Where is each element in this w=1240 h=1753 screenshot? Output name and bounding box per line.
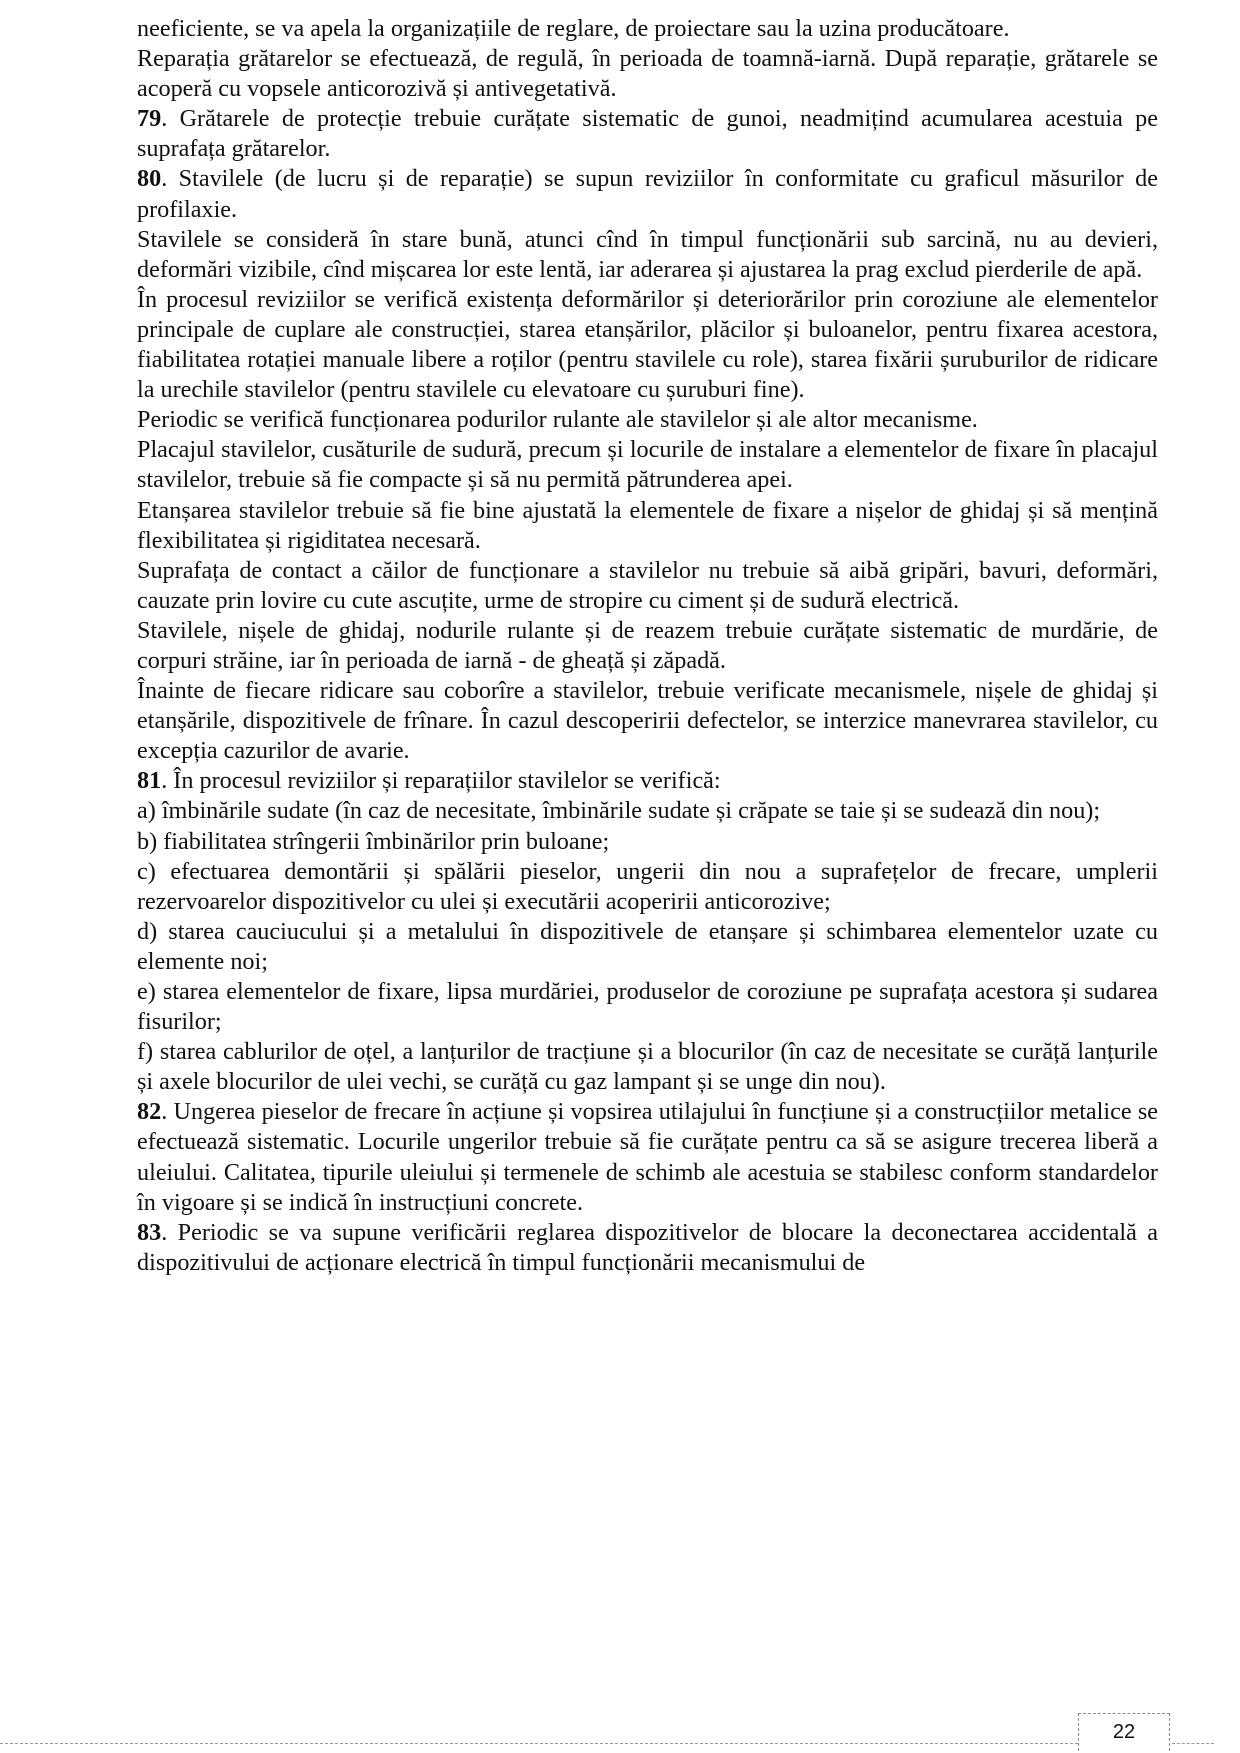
paragraph-text: Placajul stavilelor, cusăturile de sudură, precum și locurile de instalare a elementelor de fixare în placajul stavilelor, trebuie să fie compacte și să nu permită pătrunderea apei.: [137, 436, 1158, 494]
paragraph: [137, 405, 1158, 435]
paragraph-80: [137, 164, 1158, 224]
section-number: 81: [137, 767, 162, 795]
section-number: 82: [137, 1098, 162, 1126]
list-item-f: [137, 1037, 1158, 1097]
paragraph-83: [137, 1218, 1158, 1278]
list-item-d: [137, 917, 1158, 977]
paragraph-text: b) fiabilitatea strîngerii îmbinărilor prin buloane;: [137, 827, 610, 855]
paragraph-text: Reparația grătarelor se efectuează, de regulă, în perioada de toamnă-iarnă. După reparație, grătarele se acoperă cu vopsele anticorozivă și antivegetativă.: [137, 45, 1158, 103]
paragraph-text: Etanșarea stavilelor trebuie să fie bine ajustată la elementele de fixare a nișelor de ghidaj și să mențină flexibilitatea și rigiditatea necesară.: [137, 496, 1158, 554]
paragraph-text: c) efectuarea demontării și spălării pieselor, ungerii din nou a suprafețelor de frecare, umplerii rezervoarelor dispozitivelor cu ulei și executării acoperirii anticorozive;: [137, 857, 1158, 915]
paragraph: [137, 435, 1158, 495]
paragraph-text: f) starea cablurilor de oțel, a lanțurilor de tracțiune și a blocurilor (în caz de necesitate se curăță lanțurile și axele blocurilor de ulei vechi, se curăță cu gaz lampant și se unge din nou).: [137, 1038, 1158, 1096]
page-number: 22: [1078, 1713, 1170, 1751]
paragraph-text: Stavilele se consideră în stare bună, atunci cînd în timpul funcționării sub sarcină, nu au devieri, deformări vizibile, cînd mișcarea lor este lentă, iar aderarea și ajustarea la prag exclud pierderile de apă.: [137, 225, 1158, 283]
paragraph-text: neeficiente, se va apela la organizațiile de reglare, de proiectare sau la uzina producătoare.: [137, 15, 1010, 42]
paragraph: [137, 676, 1158, 766]
section-number: 83: [137, 1218, 162, 1246]
list-item-b: [137, 827, 1158, 857]
paragraph-79: [137, 104, 1158, 164]
paragraph: [137, 225, 1158, 285]
list-item-a: [137, 796, 1158, 826]
paragraph: [137, 616, 1158, 676]
paragraph-text: . În procesul reviziilor și reparațiilor stavilelor se verifică:: [161, 767, 721, 795]
paragraph-text: a) îmbinările sudate (în caz de necesitate, îmbinările sudate și crăpate se taie și se sudează din nou);: [137, 797, 1101, 825]
footer-divider-right: [1172, 1743, 1214, 1744]
paragraph: [137, 496, 1158, 556]
section-number: 80: [137, 165, 162, 193]
paragraph-text: Periodic se verifică funcționarea podurilor rulante ale stavilelor și ale altor mecanisme.: [137, 406, 978, 434]
paragraph-text: Suprafața de contact a căilor de funcționare a stavilelor nu trebuie să aibă gripări, bavuri, deformări, cauzate prin lovire cu cute ascuțite, urme de stropire cu ciment și de sudură electrică.: [137, 556, 1158, 614]
paragraph-text: . Ungerea pieselor de frecare în acțiune și vopsirea utilajului în funcțiune și a construcțiilor metalice se efectuează sistematic. Locurile ungerilor trebuie să fie curățate pentru ca să se asigure trecerea liberă a uleiului. Calitatea, tipurile uleiului și termenele de schimb ale acestuia se stabilesc conform standardelor în vigoare și se indică în instrucțiuni concrete.: [137, 1098, 1158, 1216]
footer-divider: [0, 1743, 1078, 1744]
paragraph-text: . Periodic se va supune verificării reglarea dispozitivelor de blocare la deconectarea accidentală a dispozitivului de acționare electrică în timpul funcționării mecanismului de: [137, 1218, 1158, 1276]
paragraph: [137, 556, 1158, 616]
paragraph-text: Stavilele, nișele de ghidaj, nodurile rulante și de reazem trebuie curățate sistematic de murdărie, de corpuri străine, iar în perioada de iarnă - de gheață și zăpadă.: [137, 616, 1158, 674]
section-number: 79: [137, 105, 162, 133]
paragraph-text: Înainte de fiecare ridicare sau coborîre a stavilelor, trebuie verificate mecanismele, nișele de ghidaj și etanșările, dispozitivele de frînare. În cazul descoperirii defectelor, se interzice manevrarea stavilelor, cu excepția cazurilor de avarie.: [137, 677, 1158, 765]
list-item-c: [137, 857, 1158, 917]
paragraph: [137, 285, 1158, 405]
paragraph-82: [137, 1097, 1158, 1217]
paragraph-text: În procesul reviziilor se verifică existența deformărilor și deteriorărilor prin coroziune ale elementelor principale de cuplare ale construcției, starea etanșărilor, plăcilor și buloanelor, pentru fixarea acestora, fiabilitatea rotației manuale libere a roților (pentru stavilele cu role), starea fixării șuruburilor de ridicare la urechile stavilelor (pentru stavilele cu elevatoare cu șuruburi fine).: [137, 285, 1158, 404]
paragraph-text: e) starea elementelor de fixare, lipsa murdăriei, produselor de coroziune pe suprafața acestora și sudarea fisurilor;: [137, 978, 1158, 1036]
paragraph-text: . Stavilele (de lucru și de reparație) se supun reviziilor în conformitate cu graficul măsurilor de profilaxie.: [137, 165, 1158, 223]
paragraph: [137, 44, 1158, 104]
document-page-body: [137, 14, 1158, 1278]
paragraph: [137, 14, 1158, 44]
paragraph-81: [137, 766, 1158, 796]
list-item-e: [137, 977, 1158, 1037]
paragraph-text: d) starea cauciucului și a metalului în dispozitivele de etanșare și schimbarea elementelor uzate cu elemente noi;: [137, 917, 1158, 975]
paragraph-text: . Grătarele de protecție trebuie curățate sistematic de gunoi, neadmițind acumularea acestuia pe suprafața grătarelor.: [137, 105, 1158, 163]
